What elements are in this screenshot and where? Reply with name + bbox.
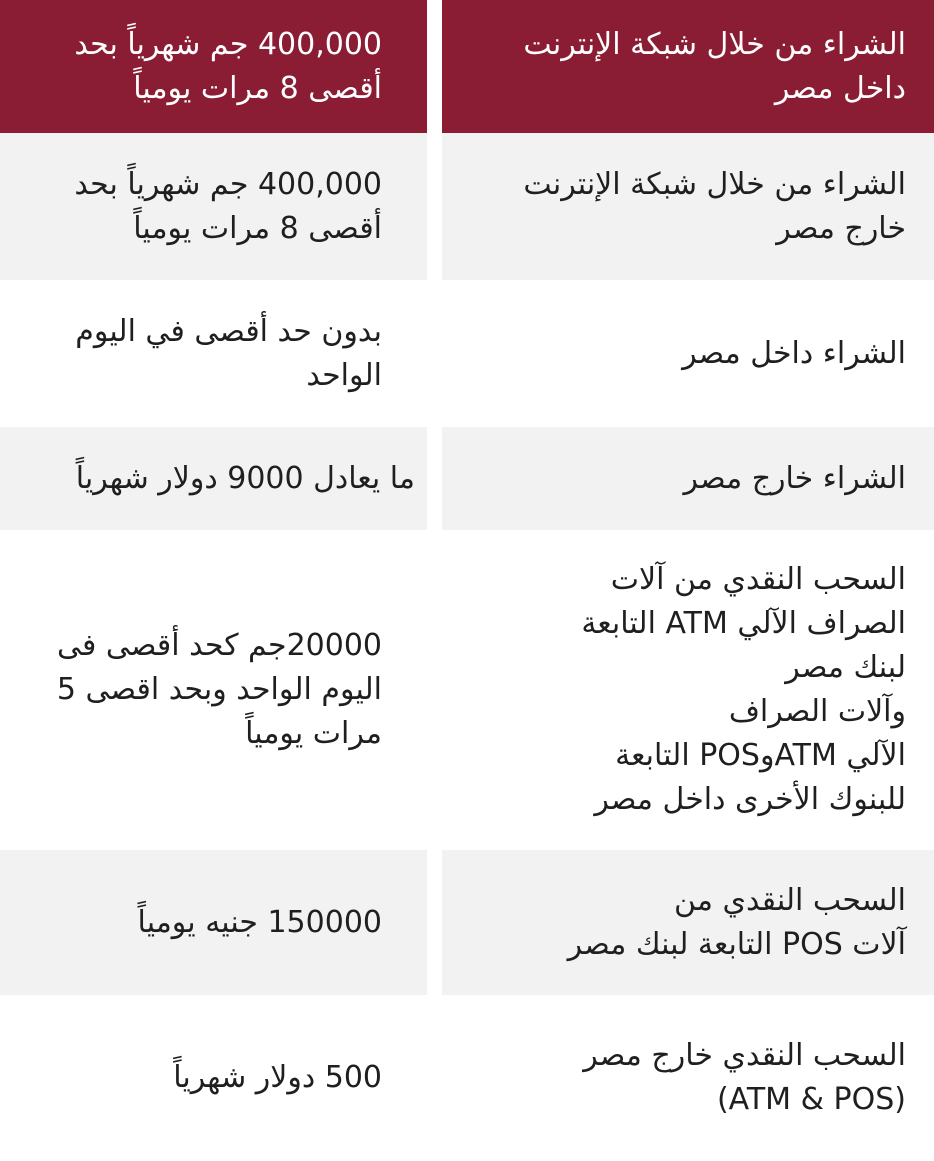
- table-row: [0, 427, 934, 530]
- limit-value: 20000جم كحد أقصى فى اليوم الواحد وبحد اقصى 5 مرات يومياً: [56, 628, 382, 751]
- limit-value: 500 دولار شهرياً: [173, 1060, 382, 1095]
- transaction-type: السحب النقدي من آلات POS التابعة لبنك مصر: [567, 882, 906, 962]
- limit-value: ما يعادل 9000 دولار شهرياً: [75, 460, 415, 496]
- limit-cell: [0, 850, 427, 995]
- transaction-type-cell: [442, 530, 934, 850]
- limit-cell: [0, 995, 427, 1161]
- table-row: [0, 133, 934, 280]
- transaction-type-cell: [442, 427, 934, 530]
- transaction-type: الشراء خارج مصر: [683, 460, 906, 496]
- transaction-type: الشراء من خلال شبكة الإنترنت خارج مصر: [523, 166, 906, 246]
- limit-cell: [0, 133, 427, 280]
- limit-value: 150000 جنيه يومياً: [137, 904, 382, 940]
- limit-value: بدون حد أقصى في اليوم الواحد: [75, 313, 382, 393]
- header-limit-cell: [0, 0, 427, 133]
- header-transaction-type-cell: [442, 0, 934, 133]
- transaction-type: السحب النقدي خارج مصر (ATM & POS): [583, 1038, 906, 1117]
- transaction-type: السحب النقدي من آلات الصراف الآلي ATM التابعة لبنك مصر وآلات الصراف الآلي ATMوPOS التابعة للبنوك الأخرى داخل مصر: [581, 562, 906, 817]
- table-row: [0, 530, 934, 850]
- table-row: [0, 850, 934, 995]
- header-transaction-type: الشراء من خلال شبكة الإنترنت داخل مصر: [523, 26, 906, 106]
- table-header-row: [0, 0, 934, 133]
- header-limit: 400,000 جم شهرياً بحد أقصى 8 مرات يومياً: [74, 26, 382, 106]
- transaction-type-cell: [442, 850, 934, 995]
- transaction-type: الشراء داخل مصر: [682, 335, 906, 371]
- limit-value: 400,000 جم شهرياً بحد أقصى 8 مرات يومياً: [74, 166, 382, 246]
- limit-cell: [0, 427, 427, 530]
- limit-cell: [0, 280, 427, 427]
- transaction-type-cell: [442, 280, 934, 427]
- transaction-type-cell: [442, 133, 934, 280]
- table-row: [0, 280, 934, 427]
- limit-cell: [0, 530, 427, 850]
- transaction-type-cell: [442, 995, 934, 1161]
- table-row: [0, 995, 934, 1161]
